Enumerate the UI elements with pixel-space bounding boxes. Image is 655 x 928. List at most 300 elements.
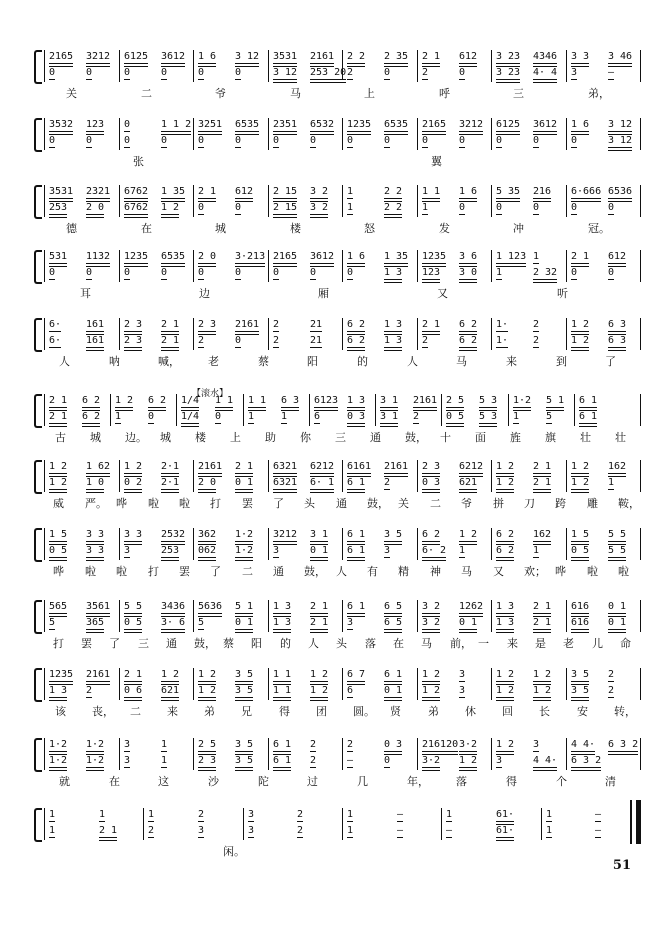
upper-note-group: 6·666 [571,186,602,197]
bar-line [417,528,418,560]
bar-line [566,250,567,282]
bar-line [193,250,194,282]
upper-note-group: 1 [533,251,540,262]
upper-note-group: 612 [459,51,478,62]
upper-note-group: 6 2 [422,529,441,540]
lower-note-group: 3·2 [422,755,441,766]
upper-note-group: 6 3 2 [608,739,639,750]
lower-note-group: 0 2 [124,477,143,488]
lower-note-group: 0 [273,135,280,146]
lower-note-group: 6 3 2 [571,755,602,766]
upper-note-group: 612 [608,251,627,262]
upper-note-group: 216 [533,186,552,197]
lyric-char: 有 [367,565,378,578]
lower-note-group: 2 0 [198,477,217,488]
lower-note-group: — [347,755,354,766]
lower-note-group: 21 [310,335,323,346]
bar-line [243,394,244,426]
bar-line [193,118,194,150]
lower-note-group: 6 5 [384,617,403,628]
lower-note-group: 6 [314,411,321,422]
upper-note-group: 2 3 [198,319,217,330]
upper-note-group: 2161 [86,669,111,680]
lower-note-group: 0 1 [235,477,254,488]
bar-line [193,600,194,632]
bar-line [268,460,269,492]
bar-line [44,118,45,150]
lyric-char: 打 [210,497,221,510]
lower-note-group: 1 [513,411,520,422]
bar-line [119,118,120,150]
lower-note-group: 0 [384,135,391,146]
lyric-char: 该 [55,705,66,718]
lower-note-group: 1 0 [86,477,105,488]
bar-line [417,185,418,217]
upper-note-group: 2161 [235,319,260,330]
upper-note-group: 1·2 [49,739,68,750]
music-system [44,600,640,656]
bar-line [342,600,343,632]
upper-note-group: 3 6 [459,251,478,262]
music-system [44,738,640,794]
bar-line [417,50,418,82]
final-barline-thin [630,800,632,844]
lower-note-group: 0 [198,202,205,213]
lyric-char: 拼 [493,497,504,510]
bar-line [44,600,45,632]
bar-line [44,318,45,350]
upper-note-group: 6 1 [347,529,366,540]
lyric-char: 耳 [80,287,91,300]
lower-note-group: 2 1 [310,617,329,628]
upper-note-group: 5 5 [608,529,627,540]
bar-line [640,738,641,770]
upper-note-group: 2 3 [124,319,143,330]
lower-note-group: 2 [297,825,304,836]
lower-note-group: 2 [384,477,391,488]
system-brace [34,318,42,352]
lower-note-group: 1 3 [384,335,403,346]
system-brace [34,50,42,84]
lyric-char: 又 [493,565,504,578]
lower-note-group: 1 [608,477,615,488]
upper-note-group: 1·2 [235,529,254,540]
upper-note-group: 1 [49,809,56,820]
lower-note-group: 621 [161,685,180,696]
lyric-char: 弟 [428,705,439,718]
lyric-char: 马 [456,355,467,368]
lyric-char: 张 [133,155,144,168]
bar-line [491,738,492,770]
upper-note-group: 6· [49,319,62,330]
lower-note-group: 1 2 [161,202,180,213]
lower-note-group: 1 [347,202,354,213]
upper-note-group: 0 [124,119,131,130]
lyric-char: 人 [308,637,319,650]
upper-note-group: 5 3 [479,395,498,406]
upper-note-group: 1132 [86,251,111,262]
upper-note-group: 2 [310,739,317,750]
upper-note-group: 3·213 [235,251,266,262]
upper-note-group: 1 [148,809,155,820]
lower-note-group: 6 1 [347,477,366,488]
lyric-char: 又 [437,287,448,300]
lower-note-group: 2 [86,685,93,696]
lyric-char: 古 [55,431,66,444]
lower-note-group: 0 [273,267,280,278]
bar-line [640,318,641,350]
upper-note-group: 3 5 [235,739,254,750]
lower-note-group: 0 [608,202,615,213]
lyric-char: 翼 [431,155,442,168]
lower-note-group: 0 [161,267,168,278]
lower-note-group: 3 [347,617,354,628]
upper-note-group: 3 1 [380,395,399,406]
lyric-char: 人 [336,565,347,578]
system-brace [34,185,42,219]
lyric-char: 前， [450,637,472,650]
upper-note-group: 2161 [413,395,438,406]
lyric-char: 落 [456,775,467,788]
upper-note-group: 3 2 [310,186,329,197]
lower-note-group: 5 3 [479,411,498,422]
lyric-char: 鞍， [618,497,640,510]
upper-note-group: 1 3 [384,319,403,330]
lower-note-group: 3 [248,825,255,836]
bar-line [640,668,641,700]
bar-line [417,250,418,282]
upper-note-group: 0 1 [608,601,627,612]
lower-note-group: 0 [49,267,56,278]
upper-note-group: 216120 [422,739,459,750]
upper-note-group: 616 [571,601,590,612]
upper-note-group: 1·2 [86,739,105,750]
upper-note-group: 2532 [161,529,186,540]
lyric-char: 回 [502,705,513,718]
music-system [44,118,640,174]
lower-note-group: 1 2 [459,755,478,766]
upper-note-group: 2 2 [347,51,366,62]
lower-note-group: 0 [310,267,317,278]
bar-line [119,738,120,770]
lower-note-group: 3 5 [571,685,590,696]
lyric-char: 弟 [204,705,215,718]
upper-note-group: 2161 [198,461,223,472]
bar-line [44,250,45,282]
upper-note-group: 6535 [235,119,260,130]
music-system [44,668,640,724]
lower-note-group: 0 5 [49,545,68,556]
upper-note-group: 1 1 2 [161,119,192,130]
upper-note-group: 1 2 [496,739,515,750]
lower-note-group: 2 [310,755,317,766]
bar-line [119,668,120,700]
lower-note-group: 6 3 [608,335,627,346]
upper-note-group: 1·2 [513,395,532,406]
upper-note-group: 1 1 [248,395,267,406]
bar-line [491,118,492,150]
upper-note-group: 1 2 [49,461,68,472]
music-system [44,808,640,864]
upper-note-group: 3 5 [571,669,590,680]
upper-note-group: 6 2 [148,395,167,406]
lower-note-group: 2 [148,825,155,836]
bar-line [491,50,492,82]
lower-note-group: 3 [496,755,503,766]
upper-note-group: 1 35 [384,251,409,262]
lower-note-group: 1 2 [571,477,590,488]
upper-note-group: 3251 [198,119,223,130]
lyric-char: 听 [557,287,568,300]
lower-note-group: 0 [49,135,56,146]
lyric-char: 安 [577,705,588,718]
upper-note-group: 6535 [384,119,409,130]
lower-note-group: 2 15 [273,202,298,213]
lower-note-group: 062 [198,545,217,556]
lyric-char: 楼 [195,431,206,444]
lower-note-group: 0 [235,135,242,146]
lower-note-group: 1 1 [273,685,292,696]
lower-note-group: 0 [571,267,578,278]
bar-line [566,528,567,560]
lower-note-group: 0 [571,202,578,213]
lower-note-group: 6· [49,335,62,346]
lower-note-group: 0 [86,67,93,78]
final-barline-thick [636,800,641,844]
upper-note-group: 6 1 [384,669,403,680]
bar-line [566,50,567,82]
upper-note-group: 1 2 [533,669,552,680]
lower-note-group: 0 3 [347,411,366,422]
lower-note-group: — [608,67,615,78]
lower-note-group: 2 1 [533,617,552,628]
lower-note-group: 2 1 [533,477,552,488]
upper-note-group: 2·1 [161,461,180,472]
bar-line [342,738,343,770]
upper-note-group: 3 2 [422,601,441,612]
lyric-char: 打 [148,565,159,578]
bar-line [44,668,45,700]
bar-line [44,185,45,217]
upper-note-group: 2 35 [384,51,409,62]
lower-note-group: 2 3 [124,335,143,346]
lyric-char: 精 [398,565,409,578]
lyric-char: 关 [66,87,77,100]
lyric-char: 三 [335,431,346,444]
lyric-char: 命 [620,637,631,650]
upper-note-group: 6321 [273,461,298,472]
lyric-char: 壮 [580,431,591,444]
lyric-char: 啦 [587,565,598,578]
upper-note-group: 6125 [496,119,521,130]
music-system [44,318,640,374]
lower-note-group: 0 [459,135,466,146]
lyric-char: 上 [364,87,375,100]
lower-note-group: 2·1 [161,477,180,488]
lyric-char: 边。 [125,431,147,444]
lyric-char: 罢 [81,637,92,650]
upper-note-group: 3 12 [235,51,260,62]
bar-line [268,528,269,560]
lower-note-group: 2 [422,67,429,78]
lyric-char: 刀 [524,497,535,510]
lower-note-group: 0 [161,67,168,78]
upper-note-group: 21 [310,319,323,330]
system-brace [34,460,42,494]
lower-note-group: 0 [49,67,56,78]
upper-note-group: 1 2 [459,529,478,540]
lyric-char: 通 [370,431,381,444]
lyric-char: 来 [167,705,178,718]
lower-note-group: 0 [148,411,155,422]
bar-line [491,460,492,492]
upper-note-group: 2 1 [198,186,217,197]
upper-note-group: 1235 [124,251,149,262]
upper-note-group: 3 [124,739,131,750]
lower-note-group: 365 [86,617,105,628]
lower-note-group: 2 [347,67,354,78]
lyric-char: 关 [398,497,409,510]
lyric-char: 马 [421,637,432,650]
bar-line [342,808,343,840]
section-label: 【滚水】 [192,389,229,399]
lower-note-group: 0 [124,267,131,278]
music-system [44,50,640,106]
upper-note-group: 1 6 [459,186,478,197]
upper-note-group: 5 5 [124,601,143,612]
lower-note-group: 1/4 [181,411,200,422]
lower-note-group: 5 [198,617,205,628]
upper-note-group: 2 [533,319,540,330]
upper-note-group: 6 3 [281,395,300,406]
lyric-char: 通 [166,637,177,650]
lyric-char: 几 [357,775,368,788]
lower-note-group: 1 2 [571,335,590,346]
lower-note-group: 2 3 [198,755,217,766]
bar-line [44,808,45,840]
bar-line [342,668,343,700]
lower-note-group: 1 [546,825,553,836]
lower-note-group: 0 [459,202,466,213]
lower-note-group: 1 2 [496,685,515,696]
lower-note-group: 3· 6 [161,617,186,628]
lyric-char: 一 [478,637,489,650]
upper-note-group: 3·2 [459,739,478,750]
upper-note-group: 1 1 [273,669,292,680]
bar-line [640,185,641,217]
upper-note-group: 1 3 [347,395,366,406]
bar-line [193,318,194,350]
upper-note-group: 2 1 [422,319,441,330]
lower-note-group: 3 0 [459,267,478,278]
upper-note-group: 1 2 [571,319,590,330]
lower-note-group: 0 [235,202,242,213]
bar-line [491,318,492,350]
upper-note-group: 2 1 [124,669,143,680]
upper-note-group: 1 5 [49,529,68,540]
upper-note-group: 6532 [310,119,335,130]
bar-line [640,394,641,426]
lower-note-group: 4 4· [533,755,558,766]
bar-line [44,394,45,426]
upper-note-group: 1 [161,739,168,750]
lyric-char: 丧， [92,705,114,718]
lower-note-group: 3 2 [422,617,441,628]
lower-note-group: 5 5 [608,545,627,556]
upper-note-group: 6 2 [347,319,366,330]
upper-note-group: 6 1 [347,601,366,612]
lyric-char: 啦 [116,565,127,578]
lower-note-group: 6 2 [496,545,515,556]
bar-line [193,185,194,217]
lyric-char: 就 [59,775,70,788]
lower-note-group: 1· [496,335,509,346]
bar-line [243,808,244,840]
lyric-char: 得 [279,705,290,718]
upper-note-group: 2 [347,739,354,750]
lower-note-group: 6· 2 [422,545,447,556]
lower-note-group: 2 [422,335,429,346]
lyric-char: 在 [393,637,404,650]
upper-note-group: 1 2 [115,395,134,406]
lyric-char: 啦 [85,565,96,578]
bar-line [119,528,120,560]
upper-note-group: 6535 [161,251,186,262]
lyric-char: 城 [215,222,226,235]
lower-note-group: 6 2 [347,335,366,346]
lower-note-group: 1 [248,411,255,422]
system-brace [34,600,42,634]
upper-note-group: 6 3 [608,319,627,330]
lyric-char: 德 [66,222,77,235]
lyric-char: 神 [430,565,441,578]
lower-note-group: 5 [546,411,553,422]
system-brace [34,250,42,284]
upper-note-group: 1 6 [347,251,366,262]
lyric-char: 你 [300,431,311,444]
lower-note-group: 3 5 [235,685,254,696]
lower-note-group: 0 [384,755,391,766]
upper-note-group: 2 5 [198,739,217,750]
upper-note-group: 1 5 [571,529,590,540]
upper-note-group: 6 5 [384,601,403,612]
upper-note-group: 1· [496,319,509,330]
lyric-char: 旗 [545,431,556,444]
bar-line [566,185,567,217]
upper-note-group: 3532 [49,119,74,130]
lower-note-group: 1·2 [86,755,105,766]
upper-note-group: 5 35 [496,186,521,197]
upper-note-group: 2321 [86,186,111,197]
lyric-char: 鼓， [304,565,326,578]
lyric-char: 这 [158,775,169,788]
lower-note-group: 123 [422,267,441,278]
upper-note-group: 3 23 [496,51,521,62]
lower-note-group: 0 [496,135,503,146]
lyric-char: 贤 [390,705,401,718]
system-brace [34,118,42,152]
bar-line [441,394,442,426]
bar-line [342,185,343,217]
lower-note-group: 2 1 [99,825,118,836]
lower-note-group: 1 [161,755,168,766]
upper-note-group: 1262 [459,601,484,612]
upper-note-group: 2 1 [235,461,254,472]
lower-note-group: 5 [49,617,56,628]
bar-line [268,50,269,82]
upper-note-group: 6 2 [82,395,101,406]
lower-note-group: 0 [422,135,429,146]
